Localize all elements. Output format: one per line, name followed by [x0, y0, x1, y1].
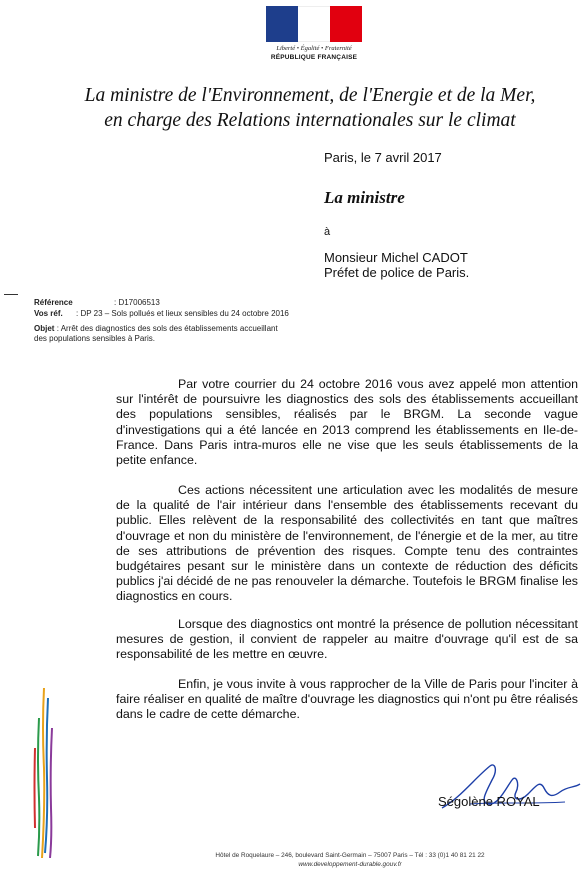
reference-label: Référence: [34, 298, 73, 307]
reference-line: [34, 298, 160, 308]
vos-ref-value: : DP 23 – Sols pollués et lieux sensibles du 24 octobre 2016: [76, 309, 289, 318]
vos-ref-label: Vos réf.: [34, 309, 63, 318]
vos-ref-line: [34, 309, 289, 319]
date-line: Paris, le 7 avril 2017: [324, 150, 442, 165]
body-paragraph-4: Enfin, je vous invite à vous rapprocher de la Ville de Paris pour l'inciter à faire réaliser en qualité de maître d'ouvrage les diagnostics qui n'ont pu être réalisés dans le cadre de cette démarche.: [116, 677, 578, 722]
logo-republic: RÉPUBLIQUE FRANÇAISE: [270, 54, 358, 61]
body-paragraph-3: Lorsque des diagnostics ont montré la présence de pollution nécessitant mesures de gestion, il convient de rappeler au maitre d'ouvrage qu'il est de sa responsabilité de les mettre en œuvre.: [116, 617, 578, 662]
body-paragraph-1: Par votre courrier du 24 octobre 2016 vous avez appelé mon attention sur l'intérêt de poursuivre les diagnostics des sols des établissements accueillant des populations sensibles, réalisés par le BRGM. La seconde vague d'investigations qui a été lancée en 2013 comprend les établissements en Ile-de-France. Dans Paris intra-muros elle ne vise que les seuls établissements de la petite enfance.: [116, 377, 578, 468]
logo-motto: Liberté • Égalité • Fraternité: [276, 45, 352, 52]
body-paragraph-2: Ces actions nécessitent une articulation avec les modalités de mesure de la qualité de l'air intérieur dans l'ensemble des établissements recevant du public. Elles relèvent de la responsabilité des collectivités en tant que maîtres d'ouvrage et non du ministère de l'environnement, de l'énergie et de la mer, au titre de ses attributions de prévention des risques. Compte tenu des contraintes budgétaires pesant sur le ministère dans un contexte de réduction des déficits publics j'ai décidé de ne pas renouveler la démarche. Toutefois le BRGM finalise les diagnostics en cours.: [116, 483, 578, 604]
recipient-name: Monsieur Michel CADOT: [324, 250, 468, 265]
to-word: à: [324, 226, 331, 238]
objet-value-2: des populations sensibles à Paris.: [34, 334, 155, 343]
objet-value-1: : Arrêt des diagnostics des sols des établissements accueillant: [56, 324, 278, 333]
fold-mark: [4, 294, 18, 295]
footer-address: Hôtel de Roquelaure – 246, boulevard Saint-Germain – 75007 Paris – Tél : 33 (0)1 40 81 21 22: [215, 852, 485, 859]
signature-name: Ségolène ROYAL: [438, 794, 540, 809]
minister-heading-line1: La ministre de l'Environnement, de l'Energie et de la Mer,: [84, 85, 536, 106]
tricolor-flag: [266, 6, 362, 42]
sender-title: La ministre: [324, 188, 405, 207]
marianne-logo: [266, 6, 362, 64]
footer-website: www.developpement-durable.gouv.fr: [298, 861, 402, 868]
reference-value: : D17006513: [114, 298, 160, 307]
minister-heading-line2: en charge des Relations internationales sur le climat: [104, 110, 516, 131]
decorative-bars: [30, 688, 60, 858]
objet-label: Objet: [34, 324, 55, 333]
handwritten-signature: [440, 758, 585, 818]
objet-line: [34, 324, 278, 344]
recipient-title: Préfet de police de Paris.: [324, 265, 470, 280]
